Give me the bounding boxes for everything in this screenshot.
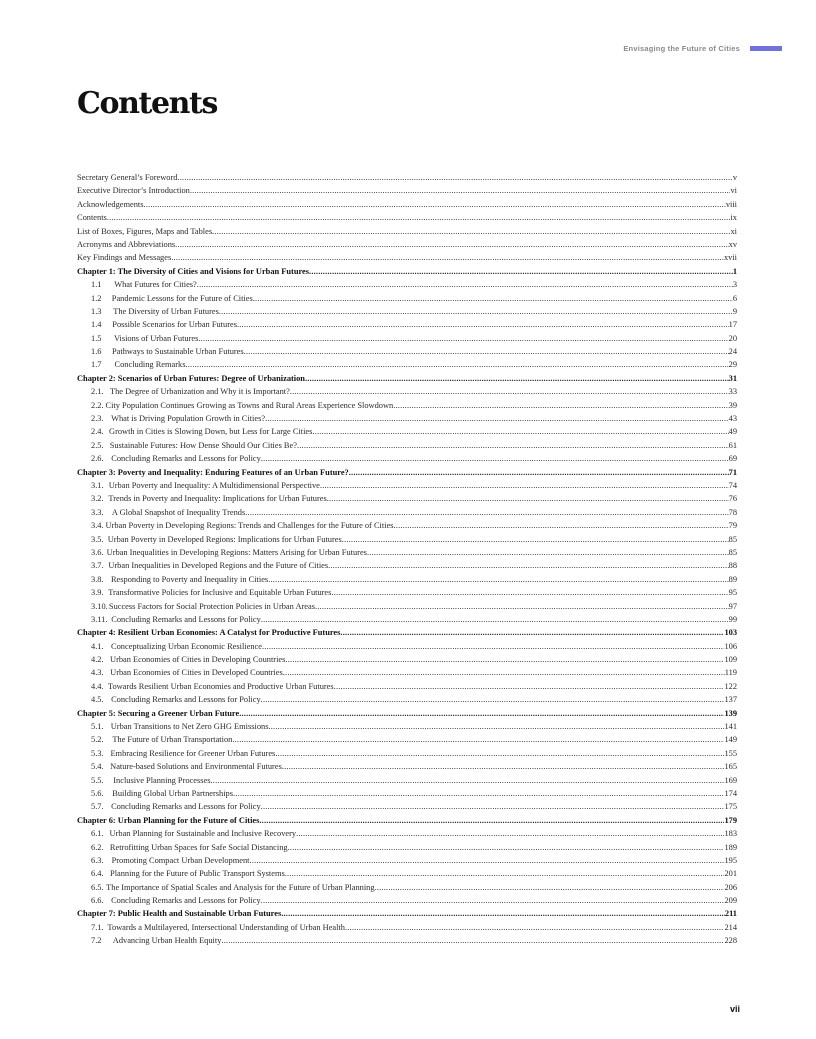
toc-entry-title: Pathways to Sustainable Urban Futures (112, 347, 244, 357)
toc-page-number: 155 (724, 748, 737, 758)
toc-section-number: 5.6. (91, 788, 104, 798)
toc-page-number: 69 (728, 454, 737, 464)
toc-section-entry[interactable] (77, 653, 737, 666)
toc-entry-title: Chapter 6: Urban Planning for the Future of Cities (77, 815, 260, 825)
toc-page-number: 76 (728, 494, 737, 504)
dot-leader (171, 251, 724, 264)
dot-leader (367, 546, 729, 559)
toc-section-number: 6.5. (91, 882, 104, 892)
toc-entry-title: Conceptualizing Urban Economic Resilience (111, 641, 262, 651)
toc-section-entry[interactable] (77, 439, 737, 452)
dot-leader (239, 707, 724, 720)
dot-leader (244, 345, 729, 358)
toc-section-number: 5.2. (91, 735, 104, 745)
dot-leader (144, 198, 726, 211)
toc-section-entry[interactable] (77, 305, 737, 318)
toc-page-number: 195 (724, 855, 737, 865)
dot-leader (340, 626, 724, 639)
toc-chapter-entry[interactable] (77, 265, 737, 278)
toc-section-entry[interactable] (77, 640, 737, 653)
dot-leader (312, 425, 728, 438)
toc-entry-title: Retrofitting Urban Spaces for Safe Social Distancing (109, 842, 288, 852)
dot-leader (261, 693, 725, 706)
toc-section-number: 3.3. (91, 507, 104, 517)
toc-entry-title: Chapter 4: Resilient Urban Economies: A Catalyst for Productive Futures (77, 628, 341, 638)
toc-section-number: 5.7. (91, 802, 104, 812)
toc-entry-title: Contents (77, 213, 107, 223)
toc-page-number: 206 (724, 882, 737, 892)
dot-leader (198, 332, 728, 345)
toc-entry-title: Embracing Resilience for Greener Urban Futures (110, 748, 276, 758)
toc-page-number: 31 (728, 373, 737, 383)
toc-section-entry[interactable] (77, 519, 737, 532)
dot-leader (259, 814, 724, 827)
toc-section-entry[interactable] (77, 385, 737, 398)
toc-section-entry[interactable] (77, 292, 737, 305)
toc-page-number: 183 (724, 829, 737, 839)
dot-leader (290, 385, 729, 398)
toc-page-number: xvii (723, 253, 737, 263)
toc-page-number: 29 (728, 360, 737, 370)
dot-leader (320, 479, 729, 492)
toc-section-entry[interactable] (77, 479, 737, 492)
toc-section-number: 3.4. (91, 521, 104, 531)
toc-section-entry[interactable] (77, 533, 737, 546)
toc-entry-title: Acknowledgements (77, 199, 144, 209)
toc-page-number: 61 (728, 440, 737, 450)
toc-section-entry[interactable] (77, 841, 737, 854)
running-header (623, 44, 782, 53)
toc-section-number: 1.2 (91, 293, 102, 303)
toc-page-number: 149 (724, 735, 737, 745)
toc-page-number: 214 (724, 922, 737, 932)
toc-section-number: 7.2 (91, 936, 102, 946)
toc-section-number: 1.6 (91, 347, 102, 357)
toc-page-number: xv (728, 239, 737, 249)
dot-leader (328, 559, 728, 572)
toc-section-entry[interactable] (77, 881, 737, 894)
dot-leader (232, 733, 724, 746)
toc-page-number: 74 (728, 480, 737, 490)
dot-leader (268, 720, 724, 733)
toc-section-number: 1.3 (91, 306, 102, 316)
toc-section-number: 1.5 (91, 333, 102, 343)
table-of-contents (77, 171, 737, 948)
toc-section-entry[interactable] (77, 332, 737, 345)
toc-entry-title: Possible Scenarios for Urban Futures (112, 320, 237, 330)
toc-entry-title: Success Factors for Social Protection Policies in Urban Areas (108, 601, 315, 611)
toc-section-entry[interactable] (77, 586, 737, 599)
toc-section-entry[interactable] (77, 559, 737, 572)
toc-entry-title: Building Global Urban Partnerships (112, 788, 234, 798)
toc-section-number: 6.6. (91, 896, 104, 906)
dot-leader (394, 519, 729, 532)
page-title: Contents (77, 86, 218, 121)
dot-leader (334, 680, 725, 693)
toc-page-number: 201 (724, 869, 737, 879)
toc-entry-title: Chapter 1: The Diversity of Cities and Visions for Urban Futures (77, 266, 310, 276)
dot-leader (219, 305, 733, 318)
toc-entry-title: Planning for the Future of Public Transport Systems (110, 869, 285, 879)
dot-leader (262, 640, 724, 653)
dot-leader (245, 506, 728, 519)
toc-page-number: 71 (728, 467, 737, 477)
toc-section-number: 2.2. (91, 400, 104, 410)
toc-entry-title: Urban Planning for Sustainable and Inclusive Recovery (109, 829, 297, 839)
toc-section-number: 7.1. (91, 922, 104, 932)
dot-leader (327, 492, 729, 505)
toc-entry-title: The Degree of Urbanization and Why it is Important? (110, 387, 290, 397)
toc-entry-title: Concluding Remarks and Lessons for Policy (111, 614, 261, 624)
toc-page-number: v (732, 173, 737, 182)
toc-section-number: 6.3. (91, 855, 104, 865)
toc-page-number: 85 (728, 547, 737, 557)
toc-chapter-entry[interactable] (77, 907, 737, 920)
toc-section-number: 3.8. (91, 574, 104, 584)
dot-leader (296, 827, 724, 840)
dot-leader (288, 841, 725, 854)
toc-entry-title: The Diversity of Urban Futures (113, 306, 219, 316)
toc-entry-title: Concluding Remarks and Lessons for Policy (111, 454, 261, 464)
toc-page-number: 20 (728, 333, 737, 343)
toc-page-number: 141 (724, 722, 737, 732)
dot-leader (275, 747, 724, 760)
toc-page-number: 139 (724, 708, 737, 718)
toc-page-number: 169 (724, 775, 737, 785)
toc-section-entry[interactable] (77, 720, 737, 733)
toc-section-entry[interactable] (77, 506, 737, 519)
toc-section-entry[interactable] (77, 318, 737, 331)
toc-section-number: 1.1 (91, 280, 102, 290)
toc-section-entry[interactable] (77, 774, 737, 787)
toc-section-entry[interactable] (77, 894, 737, 907)
toc-entry-title: Chapter 2: Scenarios of Urban Futures: Degree of Urbanization (77, 373, 305, 383)
toc-section-entry[interactable] (77, 827, 737, 840)
toc-page-number: 9 (732, 306, 737, 316)
dot-leader (210, 774, 724, 787)
dot-leader (175, 238, 728, 251)
toc-entry-title: Urban Poverty and Inequality: A Multidimensional Perspective (108, 480, 320, 490)
toc-section-number: 5.5. (91, 775, 104, 785)
toc-section-entry[interactable] (77, 412, 737, 425)
toc-entry-title: Urban Poverty in Developing Regions: Trends and Challenges for the Future of Cities (105, 521, 394, 531)
toc-page-number: 122 (724, 681, 737, 691)
dot-leader (177, 171, 732, 184)
toc-section-number: 2.5. (91, 440, 104, 450)
page-number: vii (729, 1004, 740, 1014)
dot-leader (212, 225, 730, 238)
dot-leader (268, 573, 728, 586)
toc-page-number: 95 (728, 588, 737, 598)
toc-entry-title: What Futures for Cities? (114, 280, 197, 290)
toc-page-number: vi (730, 186, 737, 196)
toc-entry-title: Towards Resilient Urban Economies and Productive Urban Futures (107, 681, 334, 691)
toc-section-number: 6.1. (91, 829, 104, 839)
toc-entry-title: Chapter 7: Public Health and Sustainable Urban Futures (77, 909, 282, 919)
toc-section-entry[interactable] (77, 787, 737, 800)
toc-page-number: 97 (728, 601, 737, 611)
toc-section-entry[interactable] (77, 358, 737, 371)
dot-leader (221, 934, 724, 947)
dot-leader (309, 265, 733, 278)
dot-leader (107, 211, 731, 224)
toc-entry-title: List of Boxes, Figures, Maps and Tables (77, 226, 213, 236)
toc-entry-title: Concluding Remarks and Lessons for Policy (111, 802, 261, 812)
dot-leader (261, 800, 725, 813)
dot-leader (375, 881, 725, 894)
toc-entry-title: Urban Transitions to Net Zero GHG Emissions (110, 722, 269, 732)
toc-entry-title: Towards a Multilayered, Intersectional Understanding of Urban Health (107, 922, 345, 932)
toc-section-number: 3.5. (91, 534, 104, 544)
dot-leader (297, 439, 729, 452)
accent-bar (750, 46, 782, 51)
toc-entry-title: What is Driving Population Growth in Cities? (111, 414, 266, 424)
toc-entry-title: Urban Economies of Cities in Developing Countries (110, 655, 286, 665)
toc-chapter-entry[interactable] (77, 466, 737, 479)
toc-chapter-entry[interactable] (77, 707, 737, 720)
toc-page-number: 39 (728, 400, 737, 410)
dot-leader (250, 854, 725, 867)
dot-leader (285, 653, 724, 666)
toc-page-number: 78 (728, 507, 737, 517)
toc-entry-title: Urban Poverty in Developed Regions: Implications for Urban Futures (107, 534, 342, 544)
toc-chapter-entry[interactable] (77, 814, 737, 827)
toc-page-number: 106 (724, 641, 737, 651)
toc-section-entry[interactable] (77, 854, 737, 867)
toc-entry-title: Chapter 5: Securing a Greener Urban Future (77, 708, 240, 718)
dot-leader (233, 787, 724, 800)
toc-entry-title: Executive Director’s Introduction (77, 186, 190, 196)
toc-page-number: 109 (724, 655, 737, 665)
toc-page-number: 174 (724, 788, 737, 798)
toc-entry-title: Concluding Remarks and Lessons for Policy (111, 896, 261, 906)
toc-page-number: 103 (724, 628, 737, 638)
toc-page-number: 165 (724, 762, 737, 772)
toc-page-number: 33 (728, 387, 737, 397)
toc-section-entry[interactable] (77, 278, 737, 291)
toc-entry-title: Inclusive Planning Processes (113, 775, 211, 785)
toc-section-number: 6.2. (91, 842, 104, 852)
toc-entry-title: Promoting Compact Urban Development (111, 855, 250, 865)
toc-section-number: 3.9. (91, 588, 104, 598)
dot-leader (305, 372, 729, 385)
toc-section-entry[interactable] (77, 680, 737, 693)
toc-entry-title: Secretary General’s Foreword (77, 173, 178, 182)
toc-section-number: 5.4. (91, 762, 104, 772)
dot-leader (349, 466, 729, 479)
toc-entry-title: Responding to Poverty and Inequality in Cities (110, 574, 269, 584)
dot-leader (253, 292, 733, 305)
toc-page-number: ix (730, 213, 737, 223)
toc-entry[interactable] (77, 225, 737, 238)
toc-page-number: 228 (724, 936, 737, 946)
toc-entry-title: Nature-based Solutions and Environmental Futures (110, 762, 282, 772)
toc-entry-title: Concluding Remarks and Lessons for Policy (111, 695, 261, 705)
toc-section-number: 5.1. (91, 722, 104, 732)
dot-leader (261, 452, 729, 465)
dot-leader (342, 533, 729, 546)
toc-entry[interactable] (77, 211, 737, 224)
toc-chapter-entry[interactable] (77, 372, 737, 385)
toc-section-number: 2.1. (91, 387, 104, 397)
toc-section-number: 4.1. (91, 641, 104, 651)
toc-page-number: xi (730, 226, 737, 236)
toc-section-number: 3.10. (91, 601, 108, 611)
toc-section-entry[interactable] (77, 666, 737, 679)
toc-page-number: 24 (728, 347, 737, 357)
dot-leader (265, 412, 729, 425)
toc-section-entry[interactable] (77, 492, 737, 505)
toc-entry[interactable] (77, 238, 737, 251)
running-title: Envisaging the Future of Cities (623, 44, 740, 53)
toc-entry-title: Concluding Remarks (114, 360, 186, 370)
toc-section-number: 2.3. (91, 414, 104, 424)
toc-page-number: viii (725, 199, 737, 209)
toc-section-entry[interactable] (77, 760, 737, 773)
toc-section-number: 1.4 (91, 320, 102, 330)
toc-page-number: 17 (728, 320, 737, 330)
toc-section-entry[interactable] (77, 921, 737, 934)
dot-leader (281, 907, 725, 920)
toc-page-number: 89 (728, 574, 737, 584)
toc-page-number: 49 (728, 427, 737, 437)
toc-section-entry[interactable] (77, 573, 737, 586)
toc-chapter-entry[interactable] (77, 626, 737, 639)
toc-section-number: 4.4. (91, 681, 104, 691)
dot-leader (283, 666, 725, 679)
toc-entry-title: Transformative Policies for Inclusive and Equitable Urban Futures (108, 588, 332, 598)
toc-section-entry[interactable] (77, 600, 737, 613)
toc-section-entry[interactable] (77, 399, 737, 412)
toc-section-number: 3.6. (91, 547, 104, 557)
toc-section-entry[interactable] (77, 613, 737, 626)
toc-page-number: 88 (728, 561, 737, 571)
toc-page-number: 179 (724, 815, 737, 825)
toc-entry-title: Urban Inequalities in Developed Regions and the Future of Cities (108, 561, 329, 571)
toc-entry-title: Key Findings and Messages (77, 253, 172, 263)
toc-section-number: 4.2. (91, 655, 104, 665)
toc-page-number: 99 (728, 614, 737, 624)
dot-leader (197, 278, 733, 291)
dot-leader (285, 867, 725, 880)
dot-leader (393, 399, 728, 412)
toc-section-entry[interactable] (77, 425, 737, 438)
toc-entry-title: Acronyms and Abbreviations (77, 239, 176, 249)
toc-page-number: 211 (724, 909, 737, 919)
toc-entry-title: A Global Snapshot of Inequality Trends (111, 507, 246, 517)
toc-entry-title: Advancing Urban Health Equity (112, 936, 222, 946)
toc-entry-title: Visions of Urban Futures (113, 333, 199, 343)
toc-section-number: 2.4. (91, 427, 104, 437)
toc-section-entry[interactable] (77, 733, 737, 746)
toc-page-number: 189 (724, 842, 737, 852)
toc-page-number: 209 (724, 896, 737, 906)
toc-entry-title: Chapter 3: Poverty and Inequality: Enduring Features of an Urban Future? (77, 467, 349, 477)
toc-section-entry[interactable] (77, 546, 737, 559)
toc-section-entry[interactable] (77, 693, 737, 706)
toc-section-entry[interactable] (77, 747, 737, 760)
toc-page-number: 119 (724, 668, 737, 678)
dot-leader (315, 600, 729, 613)
toc-entry-title: City Population Continues Growing as Towns and Rural Areas Experience Slowdown (105, 400, 394, 410)
toc-page-number: 3 (732, 280, 737, 290)
toc-entry-title: The Future of Urban Transportation (112, 735, 233, 745)
dot-leader (345, 921, 724, 934)
toc-entry-title: Pandemic Lessons for the Future of Cities (111, 293, 253, 303)
toc-page-number: 1 (732, 266, 737, 276)
toc-page-number: 85 (728, 534, 737, 544)
toc-section-number: 4.5. (91, 695, 104, 705)
toc-entry-title: The Importance of Spatial Scales and Analysis for the Future of Urban Planning (106, 882, 375, 892)
dot-leader (237, 318, 729, 331)
dot-leader (190, 184, 731, 197)
toc-section-number: 2.6. (91, 454, 104, 464)
toc-page-number: 6 (732, 293, 737, 303)
toc-section-entry[interactable] (77, 867, 737, 880)
toc-section-entry[interactable] (77, 452, 737, 465)
dot-leader (331, 586, 728, 599)
toc-section-number: 3.11. (91, 614, 108, 624)
toc-entry-title: Urban Economies of Cities in Developed Countries (110, 668, 283, 678)
toc-section-entry[interactable] (77, 345, 737, 358)
toc-entry[interactable] (77, 198, 737, 211)
toc-entry-title: Urban Inequalities in Developing Regions: Matters Arising for Urban Futures (106, 547, 367, 557)
toc-section-number: 6.4. (91, 869, 104, 879)
toc-entry-title: Trends in Poverty and Inequality: Implications for Urban Futures (108, 494, 327, 504)
toc-entry[interactable] (77, 251, 737, 264)
toc-section-number: 1.7 (91, 360, 102, 370)
toc-section-number: 5.3. (91, 748, 104, 758)
dot-leader (261, 894, 725, 907)
toc-page-number: 79 (728, 521, 737, 531)
dot-leader (282, 760, 725, 773)
toc-page-number: 43 (728, 414, 737, 424)
toc-entry[interactable] (77, 184, 737, 197)
toc-section-entry[interactable] (77, 800, 737, 813)
toc-section-number: 3.7. (91, 561, 104, 571)
toc-entry-title: Growth in Cities is Slowing Down, but Less for Large Cities (109, 427, 313, 437)
toc-section-number: 4.3. (91, 668, 104, 678)
toc-entry-title: Sustainable Futures: How Dense Should Our Cities Be? (109, 440, 297, 450)
toc-page-number: 137 (724, 695, 737, 705)
toc-section-number: 3.2. (91, 494, 104, 504)
toc-entry[interactable] (77, 171, 737, 184)
toc-section-entry[interactable] (77, 934, 737, 947)
toc-page-number: 175 (724, 802, 737, 812)
dot-leader (185, 358, 728, 371)
dot-leader (261, 613, 729, 626)
toc-section-number: 3.1. (91, 480, 104, 490)
